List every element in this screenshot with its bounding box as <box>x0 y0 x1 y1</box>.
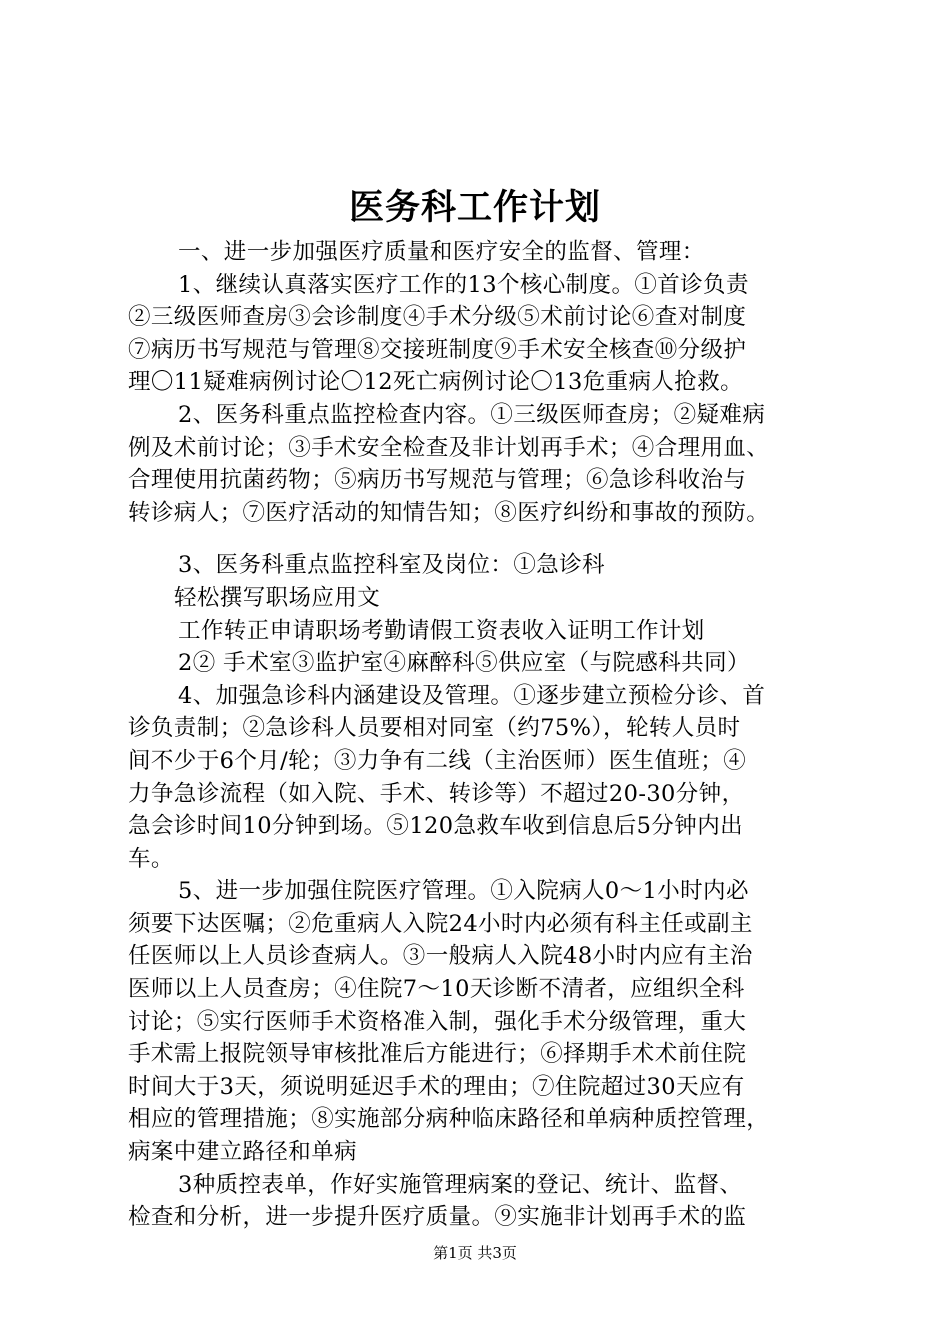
paragraph-line: 2、医务科重点监控检查内容。①三级医师查房；②疑难病 <box>178 401 766 428</box>
paragraph-line: 5、进一步加强住院医疗管理。①入院病人0～1小时内必 <box>178 878 749 905</box>
paragraph-line: 4、加强急诊科内涵建设及管理。①逐步建立预检分诊、首 <box>178 682 766 709</box>
paragraph-line: 病案中建立路径和单病 <box>128 1139 358 1166</box>
inserted-ad-line: 轻松撰写职场应用文 <box>174 584 381 611</box>
paragraph-line: 力争急诊流程（如入院、手术、转诊等）不超过20-30分钟， <box>128 780 745 807</box>
paragraph-line: ⑦病历书写规范与管理⑧交接班制度⑨手术安全核查⑩分级护 <box>128 336 747 363</box>
paragraph-line: 讨论；⑤实行医师手术资格准入制，强化手术分级管理，重大 <box>128 1008 747 1035</box>
paragraph-line: 相应的管理措施；⑧实施部分病种临床路径和单病种质控管理， <box>128 1106 770 1133</box>
paragraph-line: 例及术前讨论；③手术安全检查及非计划再手术；④合理用血、 <box>128 434 770 461</box>
paragraph-line: 手术需上报院领导审核批准后方能进行；⑥择期手术术前住院 <box>128 1041 747 1068</box>
section-heading-1: 一、进一步加强医疗质量和医疗安全的监督、管理： <box>178 239 705 265</box>
paragraph-line: 2② 手术室③监护室④麻醉科⑤供应室（与院感科共同） <box>178 650 750 677</box>
paragraph-line: 转诊病人；⑦医疗活动的知情告知；⑧医疗纠纷和事故的预防。 <box>128 499 770 526</box>
paragraph-line: 3、医务科重点监控科室及岗位：①急诊科 <box>178 552 605 579</box>
paragraph-line: 3种质控表单，作好实施管理病案的登记、统计、监督、 <box>178 1171 743 1198</box>
paragraph-line: 间不少于6个月/轮；③力争有二线（主治医师）医生值班；④ <box>128 747 747 774</box>
document-body <box>128 236 844 1234</box>
paragraph-line: 车。 <box>128 845 174 872</box>
paragraph-line: 1、继续认真落实医疗工作的13个核心制度。①首诊负责 <box>178 271 749 298</box>
paragraph-line: 诊负责制；②急诊科人员要相对同室（约75%），轮转人员时 <box>128 715 741 742</box>
paragraph-line: 须要下达医嘱；②危重病人入院24小时内必须有科主任或副主 <box>128 910 753 937</box>
page-footer: 第1页 共3页 <box>433 1244 517 1262</box>
inserted-ad-line: 工作转正申请职场考勤请假工资表收入证明工作计划 <box>178 617 705 644</box>
paragraph-line: 任医师以上人员诊查病人。③一般病人入院48小时内应有主治 <box>128 943 753 970</box>
paragraph-line: 检查和分析，进一步提升医疗质量。⑨实施非计划再手术的监 <box>128 1204 747 1231</box>
paragraph-line: 合理使用抗菌药物；⑤病历书写规范与管理；⑥急诊科收治与 <box>128 467 747 494</box>
paragraph-line: 医师以上人员查房；④住院7～10天诊断不清者，应组织全科 <box>128 976 745 1003</box>
paragraph-line: ②三级医师查房③会诊制度④手术分级⑤术前讨论⑥查对制度 <box>128 304 747 331</box>
paragraph-line: 急会诊时间10分钟到场。⑤120急救车收到信息后5分钟内出 <box>128 813 743 840</box>
document-title: 医务科工作计划 <box>348 187 601 228</box>
paragraph-gap <box>128 529 844 549</box>
paragraph-line: 时间大于3天，须说明延迟手术的理由；⑦住院超过30天应有 <box>128 1073 745 1100</box>
paragraph-line: 理〇11疑难病例讨论〇12死亡病例讨论〇13危重病人抢救。 <box>128 369 743 396</box>
